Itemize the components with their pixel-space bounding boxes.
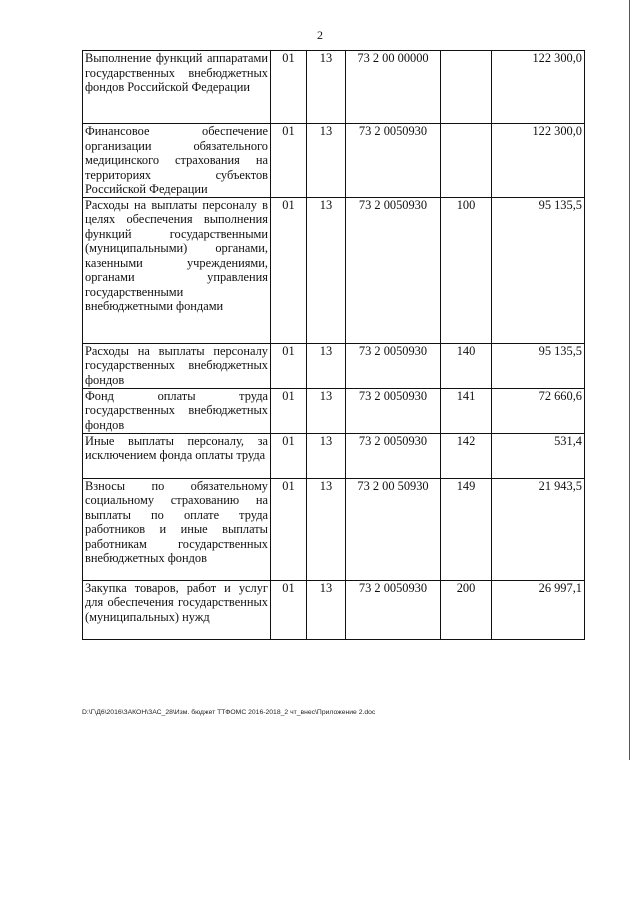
row-target-code: 73 2 0050930 [346,124,441,198]
row-name: Расходы на выплаты персоналу в целях обеспечения выполнения функций государственными (муниципальными) органами, казенными учреждениями, органами управления государственными внебюджетными фондами [83,197,271,343]
row-subsection: 13 [307,124,346,198]
file-path-footer: D:\Г\Д6\2016\ЗАКОН\ЗАС_28\Изм. бюджет ТТФОМС 2016-2018_2 чт_внес\Приложение 2.doc [82,709,376,716]
row-name: Финансовое обеспечение организации обязательного медицинского страхования на территориях субъектов Российской Федерации [83,124,271,198]
row-expense-type [441,124,492,198]
row-name: Иные выплаты персоналу, за исключением фонда оплаты труда [83,433,271,478]
row-amount: 72 660,6 [492,388,585,433]
row-section: 01 [271,433,307,478]
row-subsection: 13 [307,197,346,343]
row-subsection: 13 [307,388,346,433]
row-amount: 26 997,1 [492,580,585,639]
table-row [83,388,585,433]
row-subsection: 13 [307,433,346,478]
row-expense-type: 140 [441,343,492,388]
row-target-code: 73 2 0050930 [346,580,441,639]
row-subsection: 13 [307,51,346,124]
row-name: Фонд оплаты труда государственных внебюджетных фондов [83,388,271,433]
table-row [83,433,585,478]
table-row [83,478,585,580]
table-row [83,343,585,388]
row-target-code: 73 2 00 00000 [346,51,441,124]
row-section: 01 [271,124,307,198]
row-name: Закупка товаров, работ и услуг для обеспечения государственных (муниципальных) нужд [83,580,271,639]
budget-table [82,50,585,640]
row-amount: 531,4 [492,433,585,478]
page-edge-line [629,0,630,760]
row-amount: 21 943,5 [492,478,585,580]
row-amount: 122 300,0 [492,51,585,124]
row-name: Выполнение функций аппаратами государственных внебюджетных фондов Российской Федерации [83,51,271,124]
row-target-code: 73 2 0050930 [346,197,441,343]
row-target-code: 73 2 0050930 [346,433,441,478]
row-expense-type [441,51,492,124]
row-amount: 95 135,5 [492,343,585,388]
row-section: 01 [271,580,307,639]
row-target-code: 73 2 0050930 [346,343,441,388]
row-expense-type: 149 [441,478,492,580]
table-row [83,124,585,198]
table-row [83,51,585,124]
row-section: 01 [271,51,307,124]
row-section: 01 [271,197,307,343]
row-subsection: 13 [307,580,346,639]
row-expense-type: 141 [441,388,492,433]
row-expense-type: 142 [441,433,492,478]
row-expense-type: 200 [441,580,492,639]
row-section: 01 [271,478,307,580]
table-row [83,197,585,343]
table-row [83,580,585,639]
page-number: 2 [317,28,323,42]
row-amount: 95 135,5 [492,197,585,343]
row-target-code: 73 2 00 50930 [346,478,441,580]
row-section: 01 [271,388,307,433]
row-target-code: 73 2 0050930 [346,388,441,433]
row-amount: 122 300,0 [492,124,585,198]
row-subsection: 13 [307,478,346,580]
row-subsection: 13 [307,343,346,388]
row-name: Расходы на выплаты персоналу государственных внебюджетных фондов [83,343,271,388]
row-name: Взносы по обязательному социальному страхованию на выплаты по оплате труда работников и иные выплаты работникам государственных внебюджетных фондов [83,478,271,580]
row-expense-type: 100 [441,197,492,343]
row-section: 01 [271,343,307,388]
